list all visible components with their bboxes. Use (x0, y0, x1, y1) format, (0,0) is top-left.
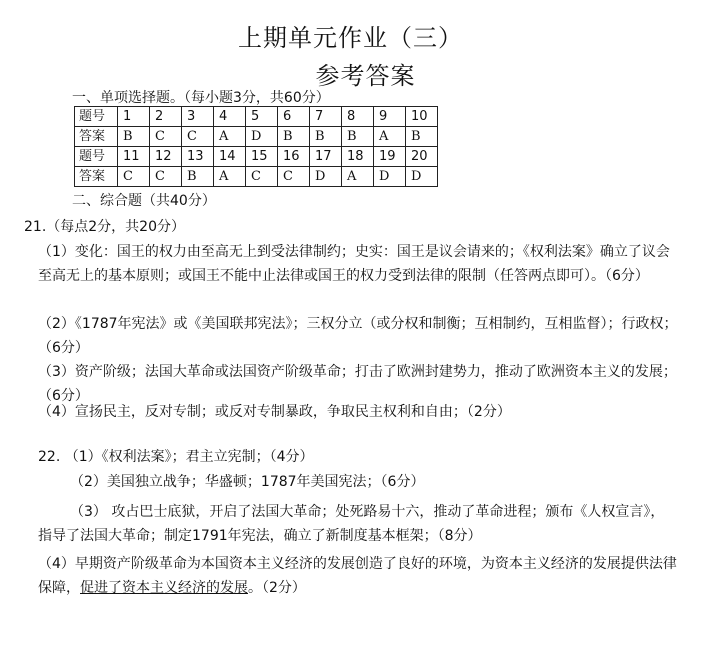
table-row-label: 答案 (75, 167, 118, 187)
table-cell: 12 (150, 147, 182, 167)
q21-part4: （4）宣扬民主，反对专制；或反对专制暴政，争取民主权利和自由；（2分） (38, 404, 511, 420)
q22-part4-text: （4）早期资产阶级革命为本国资本主义经济的发展创造了良好的环境，为资本主义经济的发展提供法律保障， (38, 556, 677, 596)
table-row (75, 167, 438, 187)
table-cell: A (214, 167, 246, 187)
table-row-label: 题号 (75, 107, 118, 127)
table-cell: C (182, 127, 214, 147)
table-cell: A (374, 127, 406, 147)
table-cell: 2 (150, 107, 182, 127)
table-cell: B (278, 127, 310, 147)
table-cell: 14 (214, 147, 246, 167)
table-cell: B (182, 167, 214, 187)
q21-part3: （3）资产阶级；法国大革命或法国资产阶级革命；打击了欧洲封建势力，推动了欧洲资本主义的发展；（6分） (38, 364, 677, 404)
table-cell: C (150, 127, 182, 147)
table-cell: 11 (118, 147, 150, 167)
q22-part4 (38, 552, 678, 600)
q22-part1: 22. （1）《权利法案》；君主立宪制；（4分） (38, 449, 314, 465)
section-heading-comprehensive: 二、综合题（共40分） (72, 193, 216, 209)
q22-part4-score: 。（2分） (248, 580, 306, 596)
section-heading-choice: 一、单项选择题。（每小题3分，共60分） (72, 90, 330, 106)
table-cell: 20 (406, 147, 438, 167)
q22-part4-underlined: 促进了资本主义经济的发展 (80, 580, 248, 596)
q22-part2: （2）美国独立战争；华盛顿；1787年美国宪法；（6分） (70, 474, 425, 490)
table-cell: 16 (278, 147, 310, 167)
table-cell: 17 (310, 147, 342, 167)
table-row-label: 题号 (75, 147, 118, 167)
table-cell: 4 (214, 107, 246, 127)
q21-part1: （1）变化：国王的权力由至高无上到受法律制约；史实：国王是议会请来的；《权利法案》确立了议会至高无上的基本原则；或国王不能中止法律或国王的权力受到法律的限制（任答两点即可）。（6分） (38, 244, 670, 284)
table-cell: B (310, 127, 342, 147)
table-cell: 7 (310, 107, 342, 127)
table-cell: 8 (342, 107, 374, 127)
table-cell: 13 (182, 147, 214, 167)
q21-header: 21.（每点2分，共20分） (24, 219, 185, 235)
table-cell: 1 (118, 107, 150, 127)
table-cell: 19 (374, 147, 406, 167)
table-cell: A (214, 127, 246, 147)
table-cell: 3 (182, 107, 214, 127)
table-cell: C (118, 167, 150, 187)
table-cell: 10 (406, 107, 438, 127)
table-cell: D (310, 167, 342, 187)
table-cell: B (342, 127, 374, 147)
answer-table (74, 106, 438, 187)
page-subtitle: 参考答案 (315, 62, 416, 90)
table-cell: 5 (246, 107, 278, 127)
q22-part3: （3） 攻占巴士底狱，开启了法国大革命；处死路易十六，推动了革命进程；颁布《人权宣言》，指导了法国大革命；制定1791年宪法，确立了新制度基本框架；（8分） (38, 504, 665, 544)
q21-part2: （2）《1787年宪法》或《美国联邦宪法》；三权分立（或分权和制衡；互相制约，互相监督）；行政权；（6分） (38, 316, 678, 356)
table-cell: B (118, 127, 150, 147)
table-cell: 15 (246, 147, 278, 167)
table-row-label: 答案 (75, 127, 118, 147)
table-cell: D (374, 167, 406, 187)
table-cell: 6 (278, 107, 310, 127)
table-row (75, 127, 438, 147)
table-cell: C (150, 167, 182, 187)
table-cell: C (278, 167, 310, 187)
table-row (75, 107, 438, 127)
table-cell: A (342, 167, 374, 187)
table-cell: D (246, 127, 278, 147)
table-cell: 18 (342, 147, 374, 167)
table-row (75, 147, 438, 167)
page-title: 上期单元作业（三） (238, 24, 463, 52)
table-cell: B (406, 127, 438, 147)
table-cell: 9 (374, 107, 406, 127)
table-cell: D (406, 167, 438, 187)
table-cell: C (246, 167, 278, 187)
